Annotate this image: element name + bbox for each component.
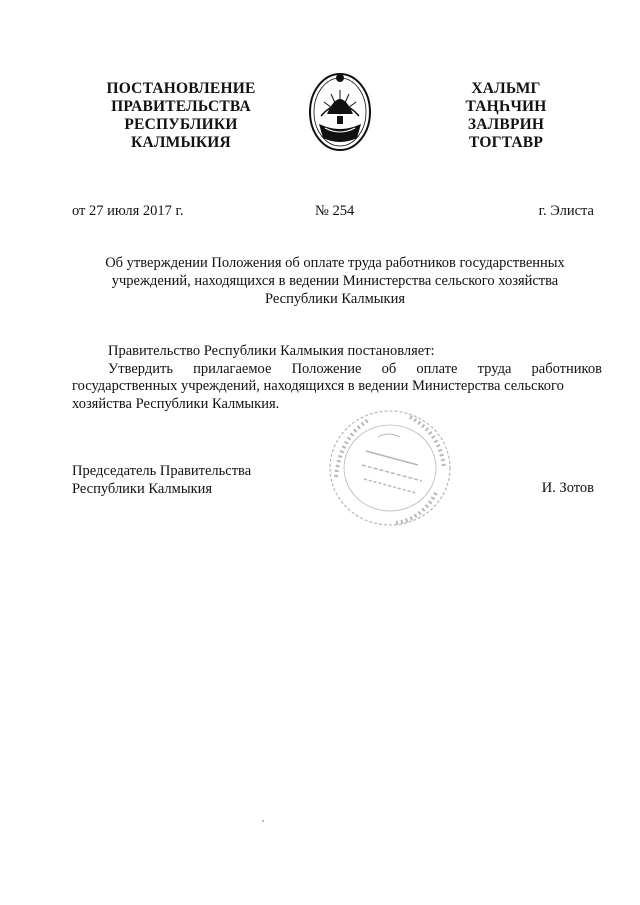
decree-line: государственных учреждений, находящихся в ведении Министерства сельского — [72, 378, 564, 394]
signer-position-line: Председатель Правительства — [72, 463, 252, 479]
header-right-line: ХАЛЬМГ — [471, 80, 541, 97]
decree-word: об — [381, 360, 397, 377]
signer-name: И. Зотов — [541, 480, 594, 496]
body-intro: Правительство Республики Калмыкия постановляет: — [108, 343, 435, 359]
signer-position-line: Республики Калмыкия — [72, 481, 213, 497]
document-title — [70, 254, 600, 308]
document-date: от 27 июля 2017 г. — [72, 203, 184, 219]
document-body — [72, 343, 602, 413]
scan-speck — [262, 820, 264, 822]
header-right-line: ЗАЛВРИН — [467, 116, 545, 133]
decree-word: Положение — [291, 360, 362, 377]
document-city: г. Элиста — [538, 203, 594, 219]
title-line: Об утверждении Положения об оплате труда работников государственных — [105, 255, 565, 271]
header-right-line: ТАҢҺЧИН — [465, 98, 547, 115]
decree-word: работников — [531, 360, 602, 377]
decree-word: Утвердить — [108, 360, 173, 377]
decree-word: оплате — [416, 360, 458, 377]
header-left-title — [96, 80, 266, 152]
decree-line: хозяйства Республики Калмыкия. — [72, 395, 280, 412]
signer-position — [72, 462, 251, 498]
header-right-title — [446, 80, 566, 152]
title-line: учреждений, находящихся в ведении Министерства сельского хозяйства — [111, 273, 559, 289]
document-number: № 254 — [315, 203, 355, 219]
decree-word: прилагаемое — [193, 360, 272, 377]
header-left-line: ПОСТАНОВЛЕНИЕ — [106, 80, 256, 97]
header-left-line: ПРАВИТЕЛЬСТВА — [111, 98, 251, 115]
title-line: Республики Калмыкия — [264, 291, 406, 307]
decree-word: труда — [477, 360, 512, 377]
header-left-line: РЕСПУБЛИКИ — [124, 116, 238, 133]
decree-first-line — [72, 361, 602, 379]
emblem-icon — [307, 68, 373, 152]
header-right-line: ТОГТАВР — [468, 134, 544, 151]
header-left-line: КАЛМЫКИЯ — [131, 134, 231, 151]
stamp-icon — [326, 407, 454, 529]
